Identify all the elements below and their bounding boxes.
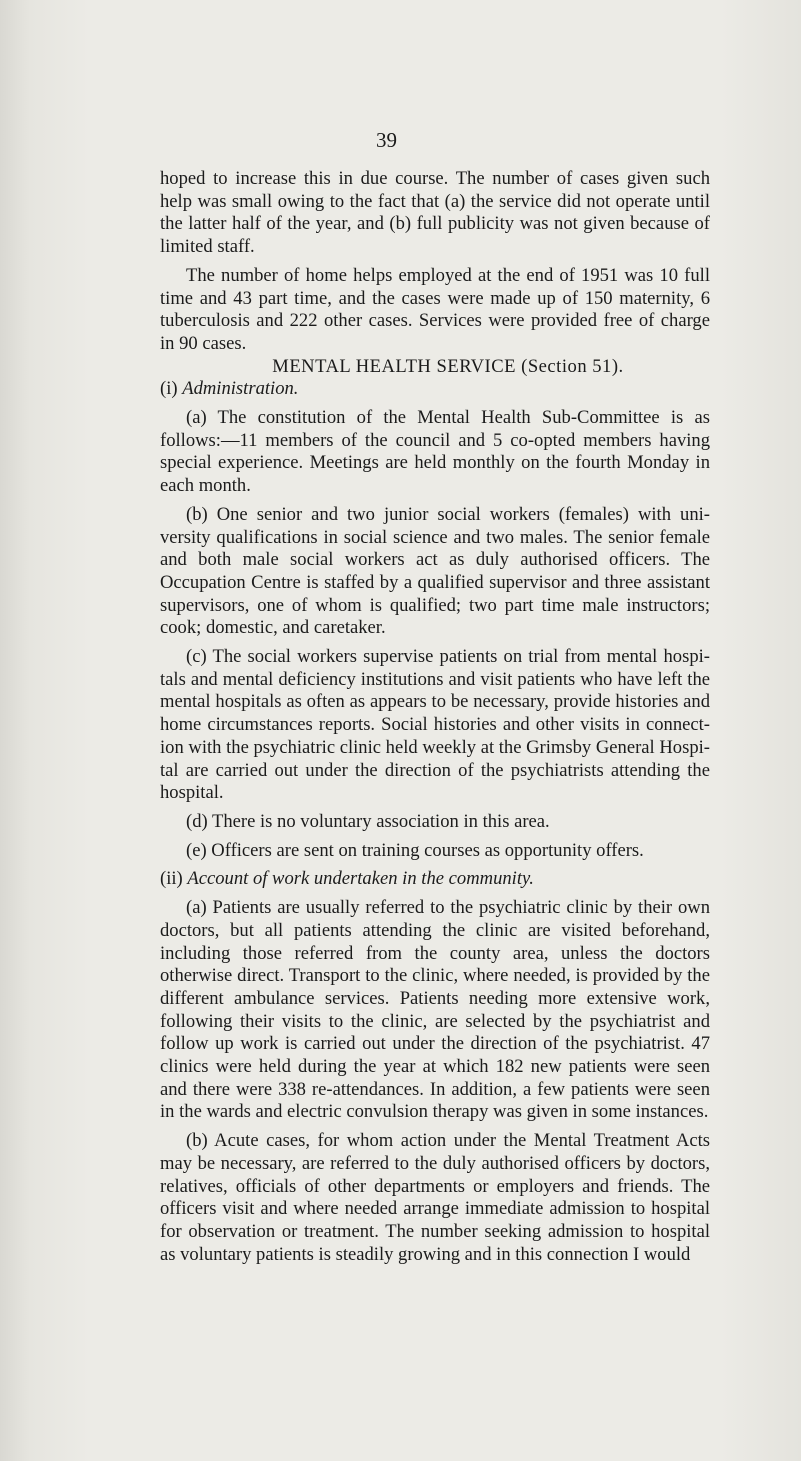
- document-body: [160, 168, 710, 1266]
- intro-paragraph-1: hoped to increase this in due course. The number of cases given such help was small owing to the fact that (a) the service did not operate until the latter half of the year, and (b) full publicity was not given because of limited staff.: [160, 168, 710, 258]
- subheading-administration: [160, 378, 710, 401]
- admin-paragraph-e: (e) Officers are sent on training courses as opportunity offers.: [186, 839, 644, 861]
- subheading-label: (i): [160, 378, 178, 400]
- section-heading: MENTAL HEALTH SERVICE (Section 51).: [272, 355, 624, 377]
- community-paragraph-a: (a) Patients are usually referred to the psychiatric clinic by their own doctors, but all patients attending the clinic are visited beforehand, including those referred from the county area, unless the doctors otherwise direct. Transport to the clinic, where needed, is provided by the different ambulance services. Patients needing more extensive work, following their visits to the clinic, are selected by the psychiatrist and follow up work is carried out under the direction of the psychiatrist. 47 clinics were held during the year at which 182 new patients were seen and there were 338 re-attendances. In addition, a few patients were seen in the wards and electric convulsion therapy was given in some instances.: [160, 897, 710, 1123]
- page-number: 39: [376, 128, 397, 152]
- admin-paragraph-b: (b) One senior and two junior social workers (females) with university qualifications in social science and two males. The senior female and both male social workers act as duly authorised officers. The Occupation Centre is staffed by a qualified supervisor and three assistant supervisors, one of whom is qualified; two part time male instructors; cook; domestic, and caretaker.: [160, 503, 710, 639]
- subheading-title: Administration.: [182, 378, 299, 400]
- admin-paragraph-d: (d) There is no voluntary association in this area.: [186, 810, 550, 832]
- intro-paragraph-2: The number of home helps employed at the end of 1951 was 10 full time and 43 part time, and the cases were made up of 150 maternity, 6 tuberculosis and 222 other cases. Services were provided free of charge in 90 cases.: [160, 264, 710, 354]
- admin-paragraph-c: (c) The social workers supervise patients on trial from mental hospitals and mental deficiency institutions and visit patients who have left the mental hospitals as often as appears to be necessary, provide histories and home circumstances reports. Social histories and other visits in connection with the psychiatric clinic held weekly at the Grimsby General Hospital are carried out under the direction of the psychiatrists attending the hospital.: [160, 646, 710, 804]
- subheading-community-work: [160, 868, 710, 891]
- subheading-title: Account of work undertaken in the community.: [187, 868, 534, 890]
- admin-paragraph-a: (a) The constitution of the Mental Health Sub-Committee is as follows:—11 members of the council and 5 co-opted members having special experience. Meetings are held monthly on the fourth Monday in each month.: [160, 407, 710, 497]
- subheading-label: (ii): [160, 868, 183, 890]
- community-paragraph-b: (b) Acute cases, for whom action under the Mental Treatment Acts may be necessary, are referred to the duly authorised officers by doctors, relatives, officials of other departments or employers and friends. The officers visit and where needed arrange immediate admission to hospital for observation or treatment. The number seeking admission to hospital as voluntary patients is steadily growing and in this connection I would: [160, 1130, 710, 1265]
